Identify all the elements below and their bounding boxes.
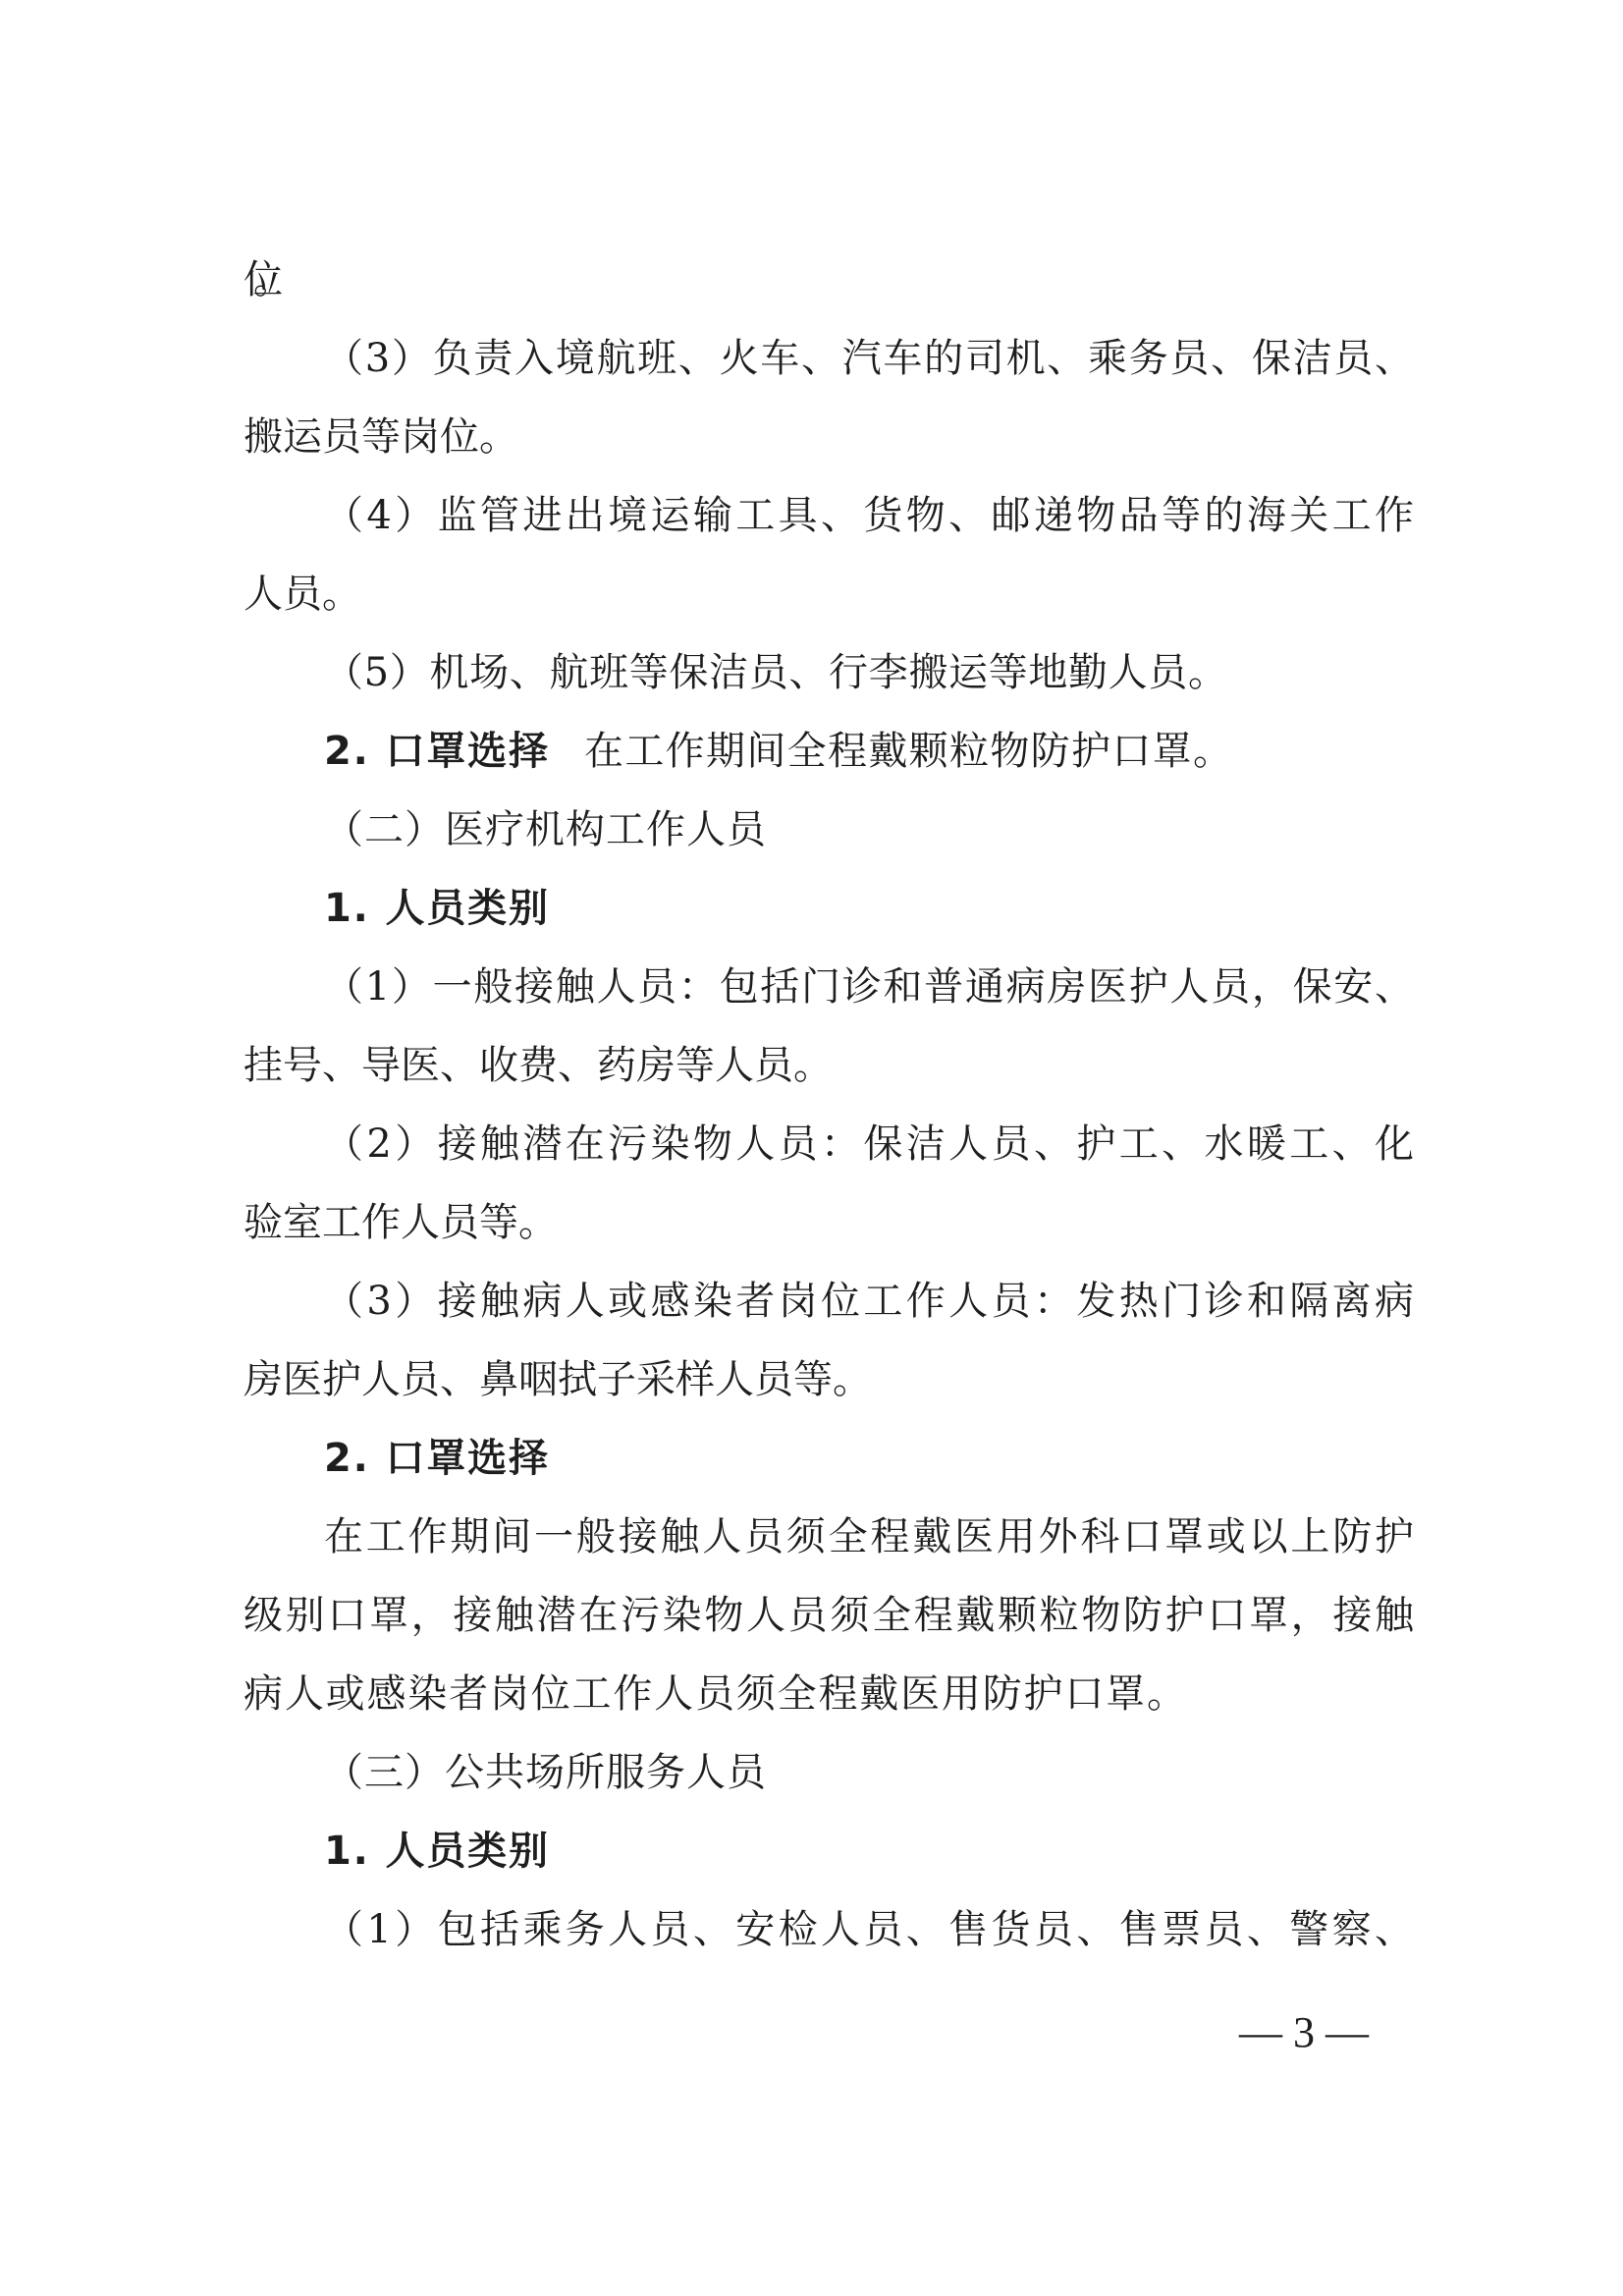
body-text-line: （4）监管进出境运输工具、货物、邮递物品等的海关工作 xyxy=(324,493,1418,538)
body-text-line: 病人或感染者岗位工作人员须全程戴医用防护口罩。 xyxy=(243,1671,1188,1717)
body-text-line: （3）接触病人或感染者岗位工作人员：发热门诊和隔离病 xyxy=(324,1279,1418,1324)
body-text-line: 在工作期间一般接触人员须全程戴医用外科口罩或以上防护 xyxy=(324,1514,1417,1559)
body-text-line: （2）接触潜在污染物人员：保洁人员、护工、水暖工、化 xyxy=(324,1121,1418,1167)
section-heading: 1. 人员类别 xyxy=(324,886,550,931)
body-text-line: 验室工作人员等。 xyxy=(243,1200,558,1245)
body-text-line: 人员。 xyxy=(243,572,361,617)
section-heading: 2. 口罩选择 xyxy=(324,729,550,774)
body-text-line: 搬运员等岗位。 xyxy=(243,414,518,460)
body-text-line: 位。 xyxy=(243,257,263,302)
page-number: — 3 — xyxy=(1239,2008,1369,2056)
body-text-line: 房医护人员、鼻咽拭子采样人员等。 xyxy=(243,1357,872,1402)
body-text-line: 级别口罩，接触潜在污染物人员须全程戴颗粒物防护口罩，接触 xyxy=(243,1593,1417,1638)
body-text-line: （3）负责入境航班、火车、汽车的司机、乘务员、保洁员、 xyxy=(324,336,1416,381)
body-text-line: （三）公共场所服务人员 xyxy=(324,1750,767,1795)
section-heading: 1. 人员类别 xyxy=(324,1829,550,1874)
body-text-line: （5）机场、航班等保洁员、行李搬运等地勤人员。 xyxy=(324,650,1228,695)
body-text-line: （二）医疗机构工作人员 xyxy=(324,807,767,852)
section-heading: 2. 口罩选择 xyxy=(324,1436,550,1481)
body-text-line: 在工作期间全程戴颗粒物防护口罩。 xyxy=(584,729,1234,774)
body-text-line: 挂号、导医、收费、药房等人员。 xyxy=(243,1043,833,1088)
body-text-line: （1）一般接触人员：包括门诊和普通病房医护人员，保安、 xyxy=(324,964,1416,1010)
body-text-line: （1）包括乘务人员、安检人员、售货员、售票员、警察、 xyxy=(324,1907,1418,1952)
